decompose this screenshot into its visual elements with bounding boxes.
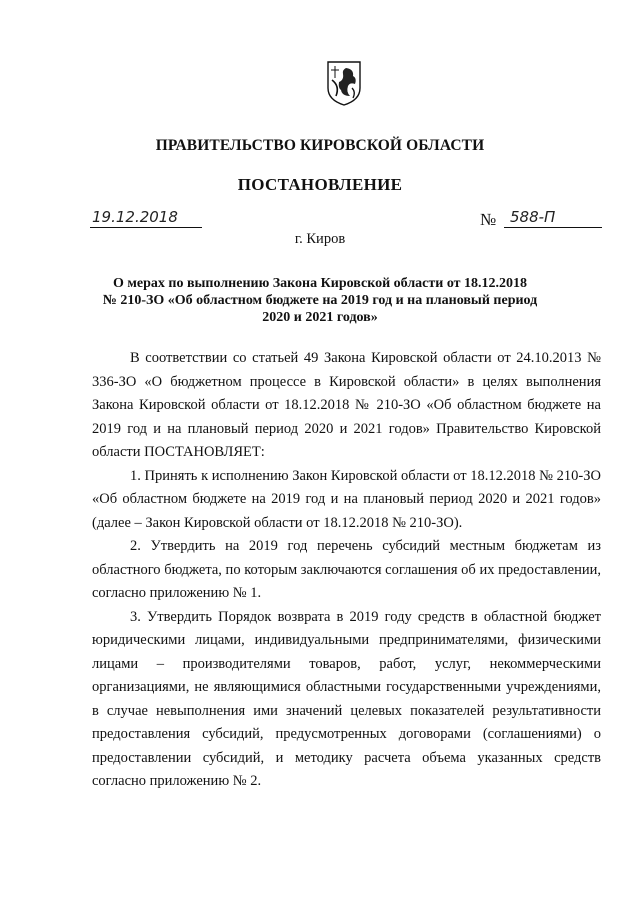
document-body xyxy=(92,347,601,794)
document-date: 19.12.2018 xyxy=(90,208,202,228)
title-line-1: О мерах по выполнению Закона Кировской области от 18.12.2018 xyxy=(112,276,528,291)
title-line-2: № 210-ЗО «Об областном бюджете на 2019 год и на плановый период xyxy=(102,293,538,308)
city-label: г. Киров xyxy=(294,231,346,247)
document-title xyxy=(100,275,540,326)
body-paragraph-item-1: 1. Принять к исполнению Закон Кировской области от 18.12.2018 № 210-ЗО «Об областном бюджете на 2019 год и на плановый период 2020 и 2021 годов» (далее – Закон Кировской области от 18.12.2018 № 210-ЗО). xyxy=(92,467,601,531)
coat-of-arms-icon xyxy=(326,60,362,106)
body-paragraph-item-3: 3. Утвердить Порядок возврата в 2019 году средств в областной бюджет юридическими лицами, индивидуальными предпринимателями, физическими лицами – производителями товаров, работ, услуг, некоммерческими организациями, не являющимися областными государственными учреждениями, в случае невыполнения ими значений целевых показателей результативности предоставления субсидий, предусмотренных договорами (соглашениями) о предоставлении субсидий, и методику расчета объема указанных средств согласно приложению № 2. xyxy=(92,608,601,789)
body-paragraph-preamble: В соответствии со статьей 49 Закона Кировской области от 24.10.2013 № 336-ЗО «О бюджетном процессе в Кировской области» в целях выполнения Закона Кировской области от 18.12.2018 № 210-ЗО «Об областном бюджете на 2019 год и на плановый период 2020 и 2021 годов» Правительство Кировской области ПОСТАНОВЛЯЕТ: xyxy=(92,350,601,460)
document-type-heading: ПОСТАНОВЛЕНИЕ xyxy=(237,175,403,194)
organization-title: ПРАВИТЕЛЬСТВО КИРОВСКОЙ ОБЛАСТИ xyxy=(155,137,485,154)
document-number: 588-П xyxy=(504,208,602,228)
number-label: № xyxy=(480,210,497,229)
title-line-3: 2020 и 2021 годов» xyxy=(262,310,378,325)
body-paragraph-item-2: 2. Утвердить на 2019 год перечень субсидий местным бюджетам из областного бюджета, по которым заключаются соглашения об их предоставлении, согласно приложению № 1. xyxy=(92,538,601,601)
